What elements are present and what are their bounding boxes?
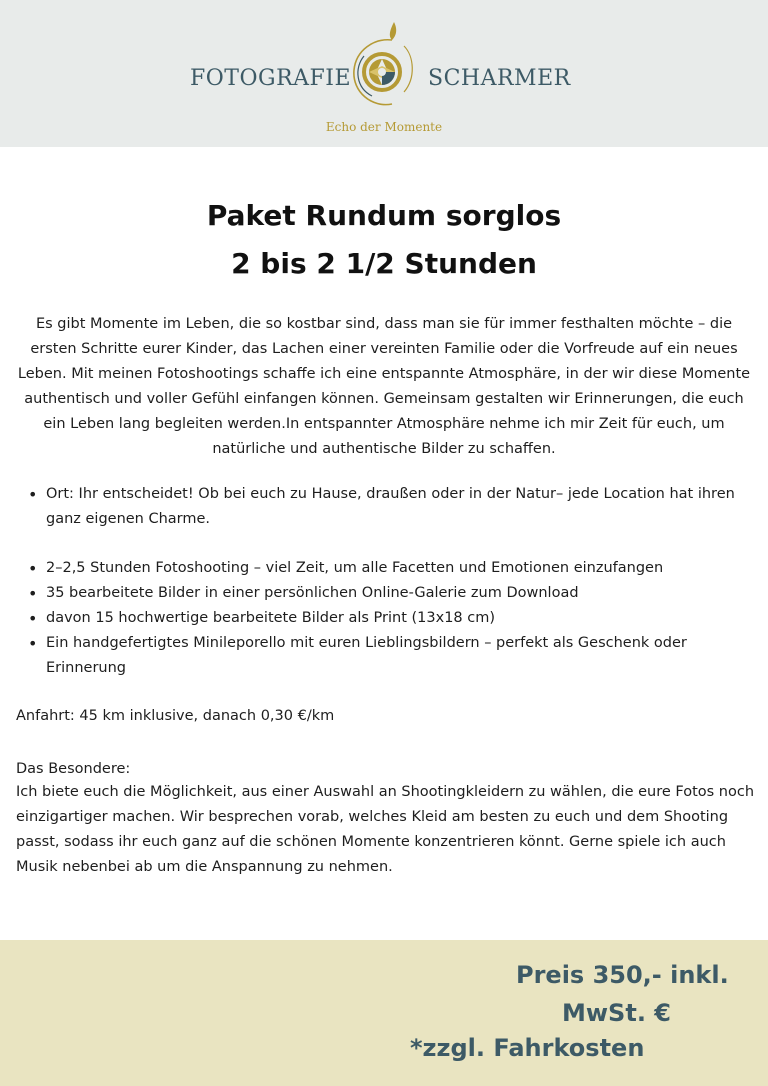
- brand-name-left: FOTOGRAFIE: [190, 66, 352, 91]
- list-item: • davon 15 hochwertige bearbeitete Bilder als Print (13x18 cm): [18, 606, 753, 631]
- list-item: • Ein handgefertigtes Minileporello mit euren Lieblingsbildern – perfekt als Geschenk oder Erinnerung: [18, 631, 753, 681]
- page-title: [0, 192, 768, 288]
- special-text: Ich biete euch die Möglichkeit, aus einer Auswahl an Shootingkleidern zu wählen, die eure Fotos noch einzigartiger machen. Wir besprechen vorab, welches Kleid am besten zu euch und dem Shooting passt, sodass ihr euch ganz auf die schönen Momente konzentrieren könnt. Gerne spiele ich auch Musik nebenbei ab um die Anspannung zu nehmen.: [16, 784, 755, 875]
- intro-paragraph: Es gibt Momente im Leben, die so kostbar sind, dass man sie für immer festhalten möchte – die ersten Schritte eurer Kinder, das Lachen einer vereinten Familie oder die Vorfreude auf ein neues Leben. Mit meinen Fotoshootings schaffe ich eine entspannte Atmosphäre, in der wir diese Momente authentisch und voller Gefühl einfangen können. Gemeinsam gestalten wir Erinnerungen, die euch ein Leben lang begleiten werden.In entspannter Atmosphäre nehme ich mir Zeit für euch, um natürliche und authentische Bilder zu schaffen.: [17, 316, 751, 457]
- title-line-1: Paket Rundum sorglos: [206, 199, 562, 232]
- list-item: • 2–2,5 Stunden Fotoshooting – viel Zeit, um alle Facetten und Emotionen einzufangen: [18, 556, 753, 581]
- price-line-3: *zzgl. Fahrkosten: [410, 1034, 645, 1062]
- special-heading: Das Besondere:: [16, 761, 131, 777]
- aperture-logo-icon: [344, 16, 420, 112]
- list-item: • 35 bearbeitete Bilder in einer persönlichen Online-Galerie zum Download: [18, 581, 753, 606]
- brand-name-right: SCHARMER: [428, 66, 571, 91]
- list-item: • Ort: Ihr entscheidet! Ob bei euch zu Hause, draußen oder in der Natur– jede Location hat ihren ganz eigenen Charme.: [18, 482, 753, 532]
- tagline: Echo der Momente: [325, 120, 443, 134]
- price-line-1: Preis 350,- inkl.: [516, 961, 729, 989]
- title-line-2: 2 bis 2 1/2 Stunden: [231, 247, 537, 280]
- header: [0, 0, 768, 147]
- travel-costs: Anfahrt: 45 km inklusive, danach 0,30 €/km: [16, 708, 335, 724]
- location-list: [18, 482, 753, 532]
- package-features-list: [18, 556, 753, 681]
- price-line-2: MwSt. €: [562, 999, 671, 1027]
